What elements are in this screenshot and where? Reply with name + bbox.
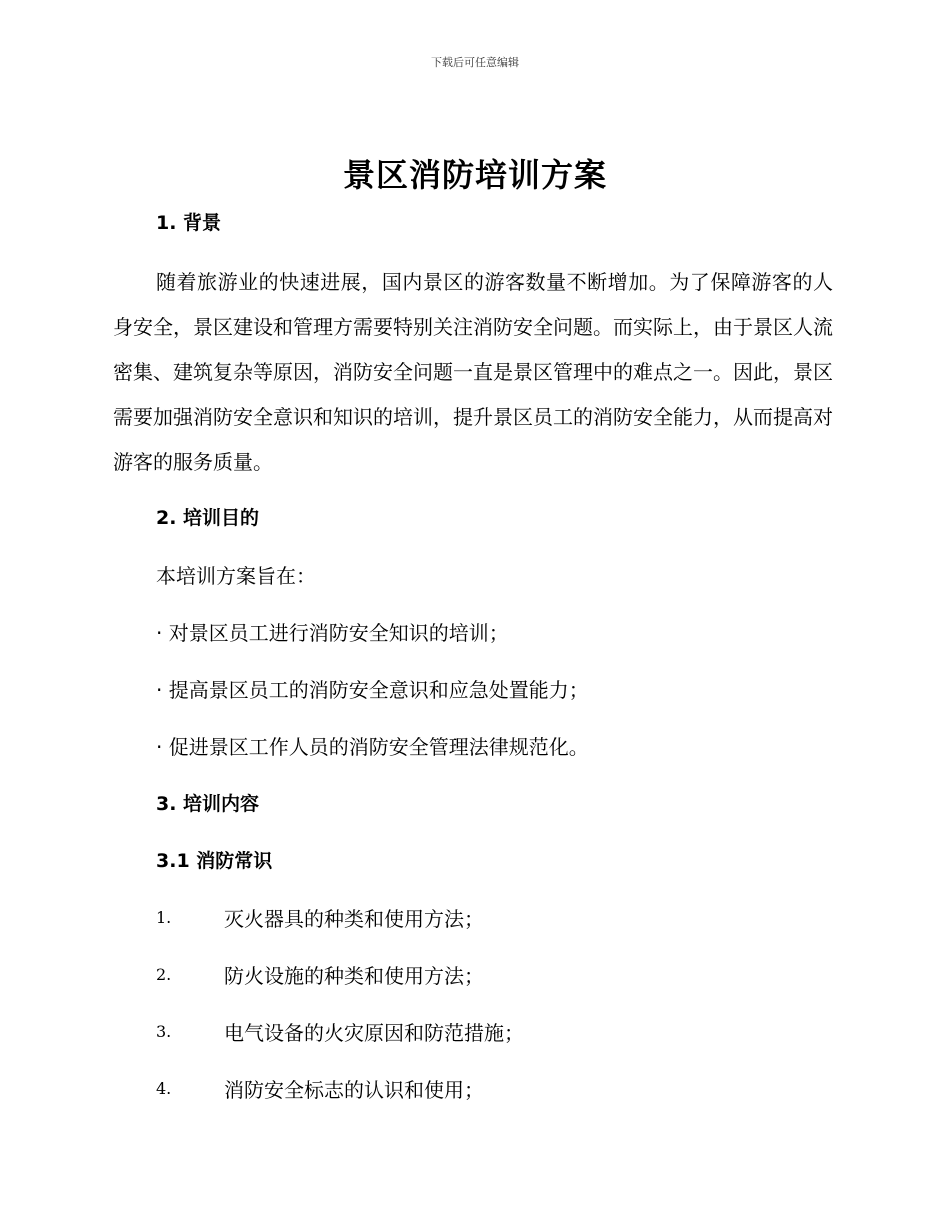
list-item-text: 电气设备的火灾原因和防范措施； (224, 1021, 524, 1045)
subsection-heading-fire-basics: 3.1 消防常识 (156, 850, 273, 872)
document-title: 景区消防培训方案 (342, 156, 607, 194)
list-item-number: 2. (156, 965, 172, 984)
list-item-text: 防火设施的种类和使用方法； (224, 964, 484, 988)
numbered-list-item (156, 903, 856, 933)
goal-bullet: · 促进景区工作人员的消防安全管理法律规范化。 (156, 735, 589, 759)
numbered-list-item (156, 1074, 856, 1104)
list-item-number: 4. (156, 1079, 172, 1098)
section-heading-goal: 2. 培训目的 (156, 507, 260, 529)
background-paragraph: 随着旅游业的快速进展，国内景区的游客数量不断增加。为了保障游客的人身安全，景区建设和管理方需要特别关注消防安全问题。而实际上，由于景区人流密集、建筑复杂等原因，消防安全问题一直是景区管理中的难点之一。因此，景区需要加强消防安全意识和知识的培训，提升景区员工的消防安全能力，从而提高对游客的服务质量。 (113, 270, 833, 474)
list-item-text: 消防安全标志的认识和使用； (224, 1078, 484, 1102)
list-item-number: 3. (156, 1022, 172, 1041)
section-heading-content: 3. 培训内容 (156, 793, 260, 815)
numbered-list-item (156, 960, 856, 990)
running-header: 下载后可任意编辑 (431, 56, 519, 69)
section-heading-background: 1. 背景 (156, 212, 222, 234)
goal-bullet: · 对景区员工进行消防安全知识的培训； (156, 621, 509, 645)
goal-bullet: · 提高景区员工的消防安全意识和应急处置能力； (156, 678, 589, 702)
list-item-number: 1. (156, 908, 172, 927)
goal-intro: 本培训方案旨在： (156, 564, 316, 588)
list-item-text: 灭火器具的种类和使用方法； (224, 907, 484, 931)
numbered-list-item (156, 1017, 856, 1047)
